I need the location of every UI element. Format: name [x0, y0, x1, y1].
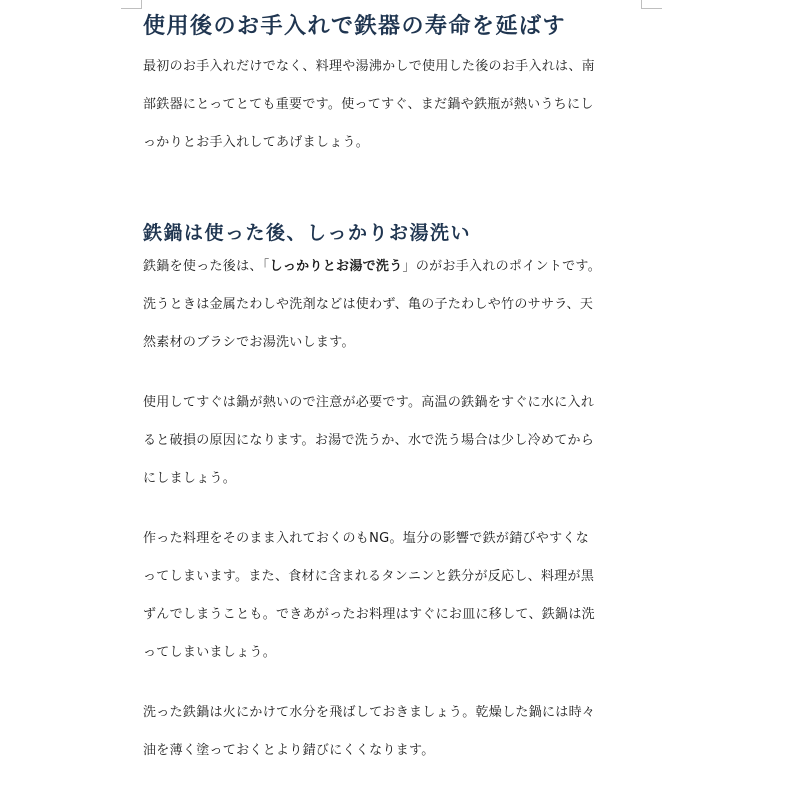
document-body	[143, 8, 663, 770]
text-run: 鉄鍋を使った後は、「	[143, 259, 270, 274]
wash-method-paragraph	[143, 248, 663, 362]
paragraph-line: にしましょう。	[143, 471, 237, 486]
paragraph-line: 使用してすぐは鍋が熱いので注意が必要です。高温の鉄鍋をすぐに水に入れ	[143, 395, 595, 410]
paragraph-line: ってしまいます。また、食材に含まれるタンニンと鉄分が反応し、料理が黒	[143, 569, 595, 584]
section-spacer	[143, 162, 663, 218]
text-run: 」のがお手入れのポイントです。	[402, 259, 601, 274]
page-corner-mark-left	[121, 0, 142, 9]
drying-oiling-paragraph	[143, 694, 663, 770]
paragraph-line: ずんでしまうことも。できあがったお料理はすぐにお皿に移して、鉄鍋は洗	[143, 607, 595, 622]
aftercare-intro-paragraph	[143, 48, 663, 162]
paragraph-line: 最初のお手入れだけでなく、料理や湯沸かしで使用した後のお手入れは、南	[143, 59, 595, 74]
paragraph-spacer	[143, 672, 663, 694]
food-storage-paragraph	[143, 520, 663, 672]
paragraph-line: 然素材のブラシでお湯洗いします。	[143, 335, 355, 350]
paragraph-line: っかりとお手入れしてあげましょう。	[143, 135, 370, 150]
paragraph-spacer	[143, 498, 663, 520]
paragraph-line: ってしまいましょう。	[143, 645, 277, 660]
paragraph-line: 油を薄く塗っておくとより錆びにくくなります。	[143, 743, 435, 758]
hot-pan-caution-paragraph	[143, 384, 663, 498]
paragraph-line: 洗うときは金属たわしや洗剤などは使わず、亀の子たわしや竹のササラ、天	[143, 297, 594, 312]
paragraph-line: 洗った鉄鍋は火にかけて水分を飛ばしておきましょう。乾燥した鍋には時々	[143, 705, 596, 720]
paragraph-line: 作った料理をそのまま入れておくのもNG。塩分の影響で鉄が錆びやすくな	[143, 531, 589, 546]
section-heading-aftercare: 使用後のお手入れで鉄器の寿命を延ばす	[143, 13, 567, 39]
paragraph-line: 部鉄器にとってとても重要です。使ってすぐ、まだ鍋や鉄瓶が熱いうちにし	[143, 97, 594, 112]
paragraph-line	[143, 248, 663, 286]
paragraph-line: ると破損の原因になります。お湯で洗うか、水で洗う場合は少し冷めてから	[143, 433, 595, 448]
section-heading-hot-water-wash: 鉄鍋は使った後、しっかりお湯洗い	[143, 222, 472, 244]
paragraph-spacer	[143, 362, 663, 384]
emphasized-text: しっかりとお湯で洗う	[269, 259, 403, 274]
